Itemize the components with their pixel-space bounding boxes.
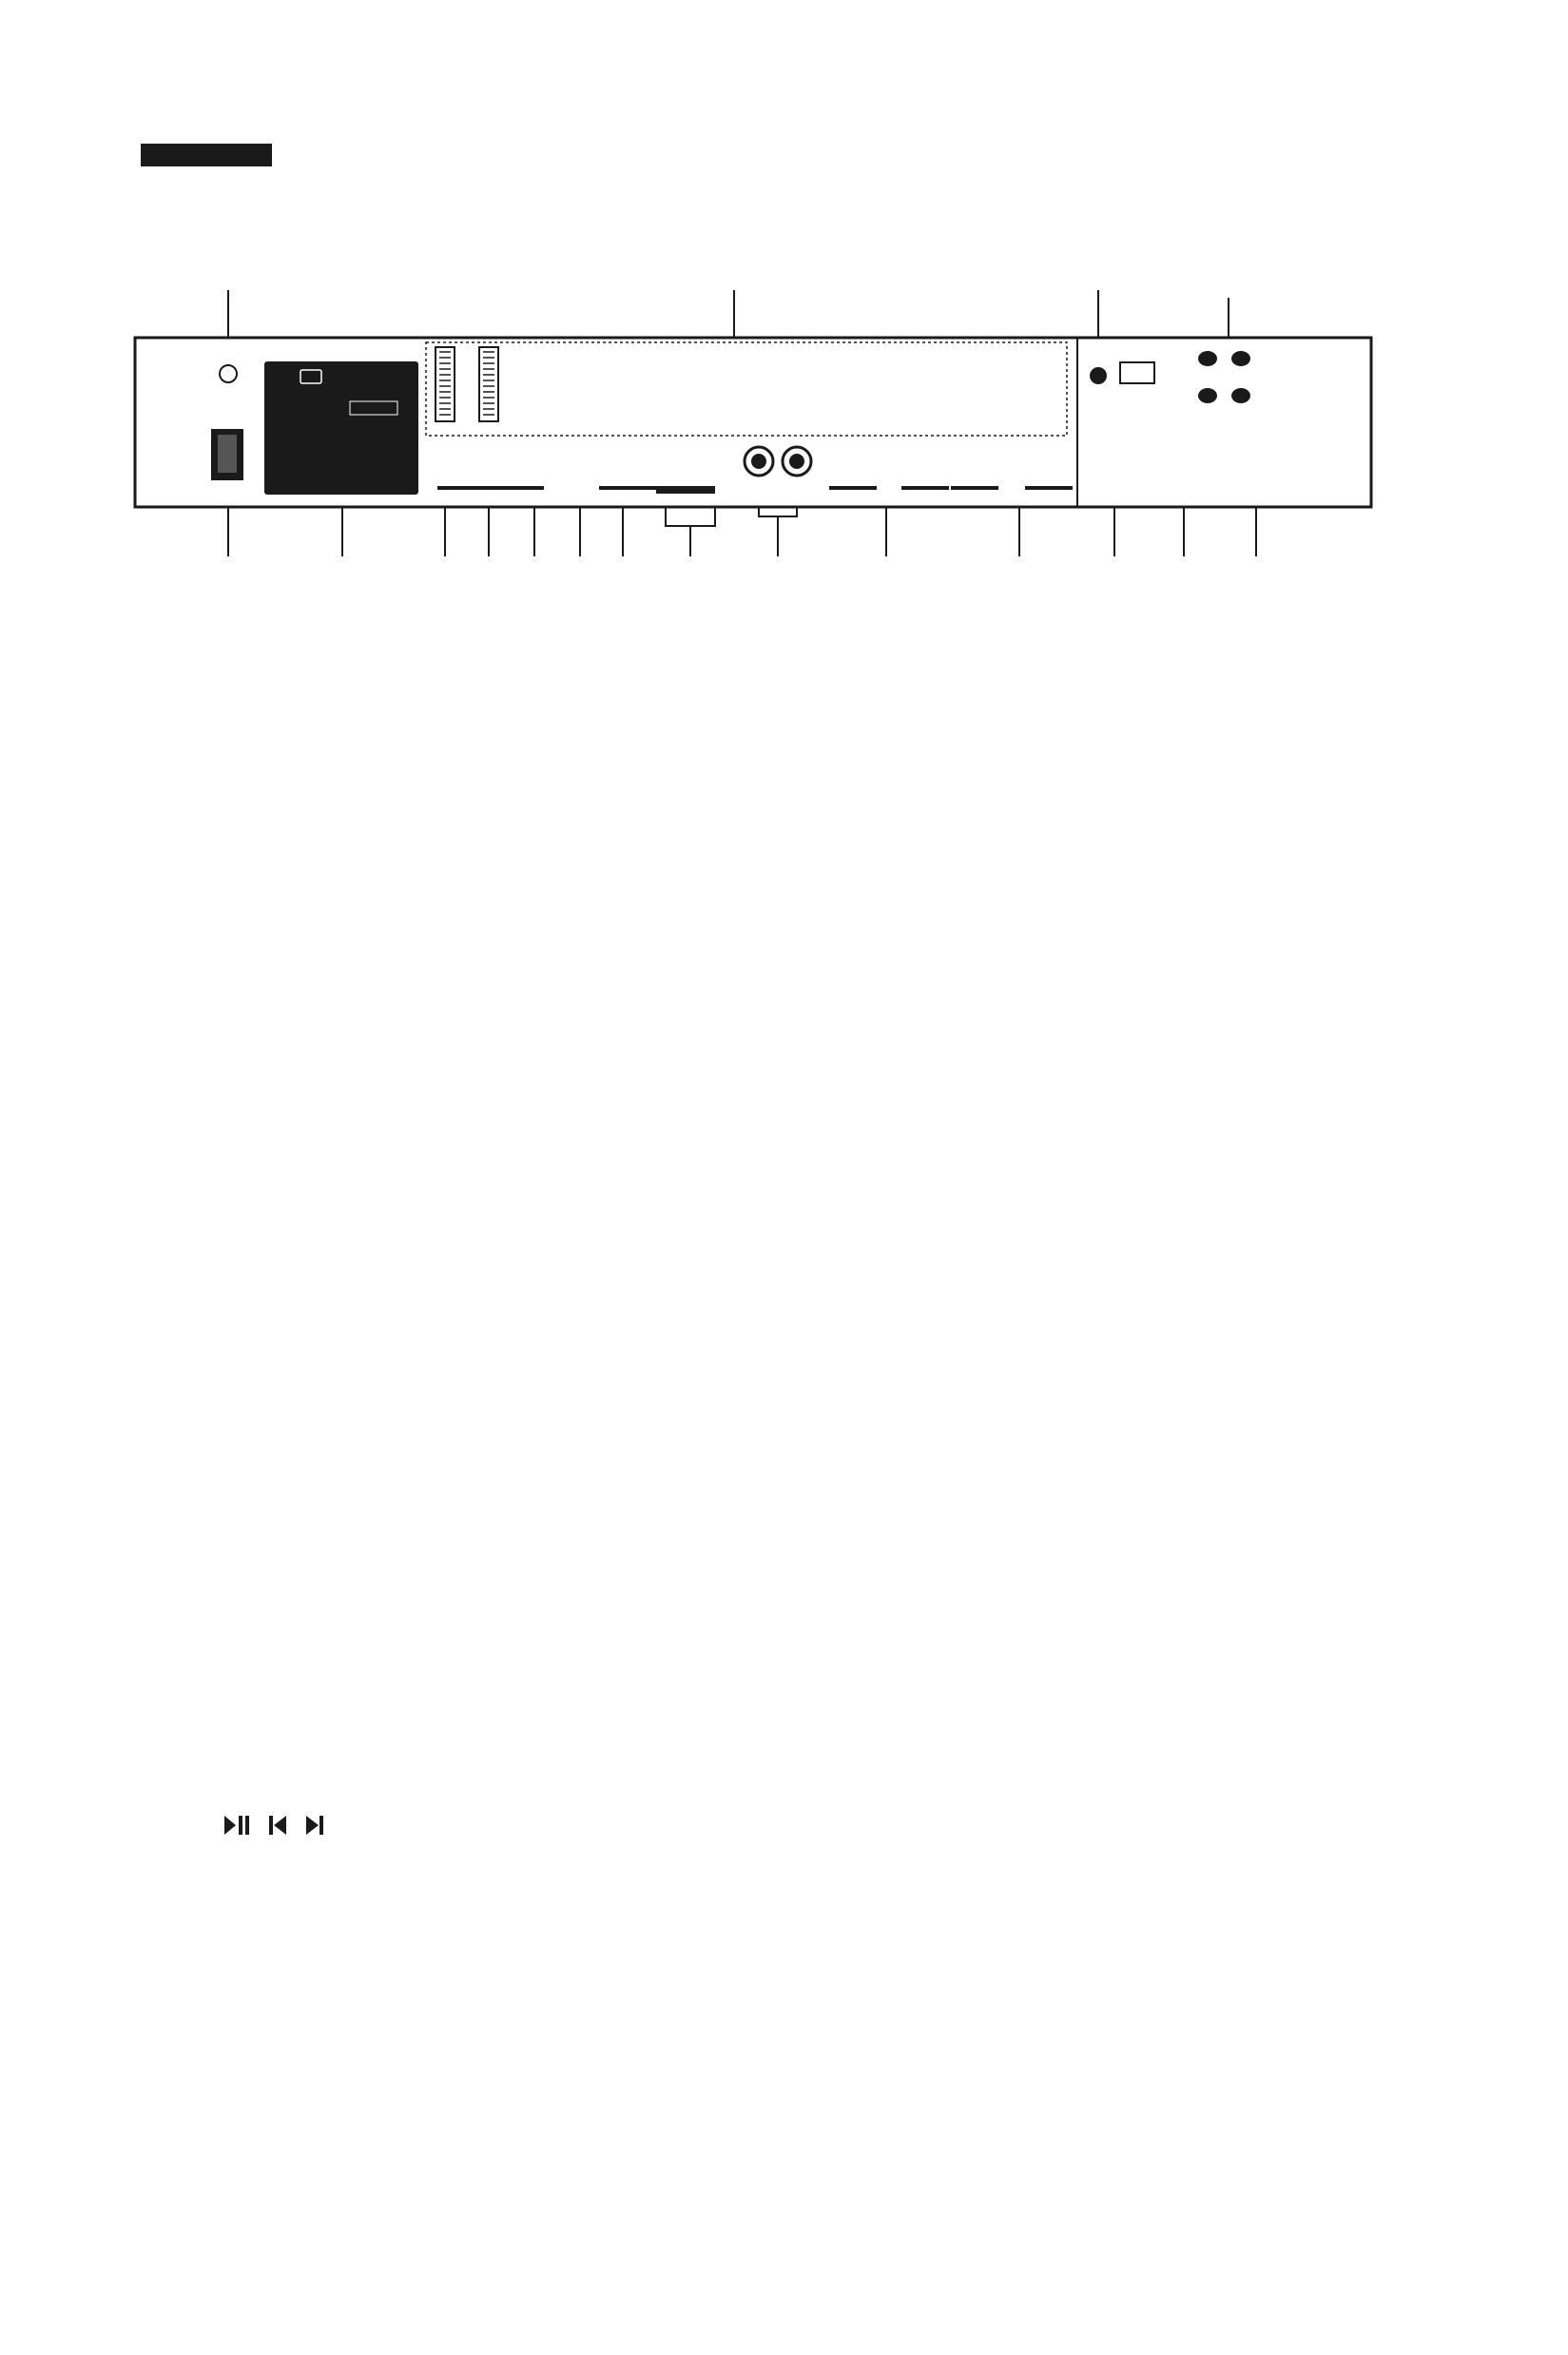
- description-line: [223, 1227, 1459, 1284]
- input-switch-button: [1198, 351, 1217, 366]
- description-line: [223, 1398, 1459, 1455]
- description-line: [223, 713, 1459, 770]
- description-line: [223, 1284, 1459, 1341]
- description-list: [223, 713, 1459, 1912]
- description-line: [223, 885, 1459, 942]
- level-meter: [479, 347, 498, 421]
- prev-button: [1198, 388, 1217, 403]
- play-button: [1231, 351, 1250, 366]
- bluetooth-line: [223, 1855, 1459, 1912]
- description-line: [223, 1113, 1459, 1170]
- description-line: [223, 827, 1459, 885]
- controls-line: [223, 1798, 1459, 1855]
- next-button: [1231, 388, 1250, 403]
- description-line: [223, 1341, 1459, 1398]
- description-line: [223, 1512, 1459, 1569]
- remote-sensor-icon: [220, 365, 237, 382]
- usb-in-slot: [1120, 362, 1154, 383]
- description-line: [223, 1056, 1459, 1113]
- play-pause-icon: [223, 1814, 251, 1837]
- previous-icon: [267, 1814, 288, 1837]
- description-line: [223, 999, 1459, 1056]
- description-line: [223, 1741, 1459, 1798]
- next-icon: [304, 1814, 325, 1837]
- description-line: [223, 1455, 1459, 1512]
- lcd-display: [264, 361, 418, 495]
- description-line: [223, 1684, 1459, 1741]
- description-line: [223, 1170, 1459, 1227]
- description-line: [223, 1626, 1459, 1684]
- front-panel-diagram: [124, 271, 1398, 604]
- level-meter: [436, 347, 455, 421]
- title-decoration-bar: [141, 144, 272, 166]
- fbe-button: [1090, 367, 1107, 384]
- description-line: [223, 770, 1459, 827]
- description-line: [223, 942, 1459, 999]
- description-line: [223, 1569, 1459, 1626]
